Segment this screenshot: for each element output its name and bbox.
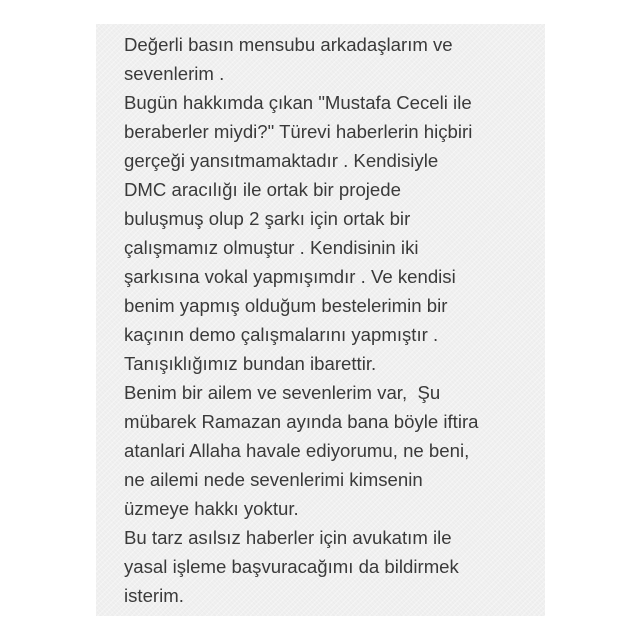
note-line: yasal işleme başvuracağımı da bildirmek bbox=[124, 556, 459, 577]
note-line: beraberler miydi?" Türevi haberlerin hiçbiri bbox=[124, 121, 473, 142]
note-line: Benim bir ailem ve sevenlerim var, Şu bbox=[124, 382, 441, 403]
note-line: mübarek Ramazan ayında bana böyle iftira bbox=[124, 411, 479, 432]
note-text bbox=[124, 30, 479, 610]
note-line: gerçeği yansıtmamaktadır . Kendisiyle bbox=[124, 150, 439, 171]
note-line: kaçının demo çalışmalarını yapmıştır . bbox=[124, 324, 439, 345]
note-line: üzmeye hakkı yoktur. bbox=[124, 498, 299, 519]
note-line: ne ailemi nede sevenlerimi kimsenin bbox=[124, 469, 423, 490]
note-line: Değerli basın mensubu arkadaşlarım ve bbox=[124, 34, 453, 55]
note-line: çalışmamız olmuştur . Kendisinin iki bbox=[124, 237, 419, 258]
note-line: Tanışıklığımız bundan ibarettir. bbox=[124, 353, 377, 374]
note-line: benim yapmış olduğum bestelerimin bir bbox=[124, 295, 448, 316]
note-line: şarkısına vokal yapmışımdır . Ve kendisi bbox=[124, 266, 456, 287]
note-line: atanlari Allaha havale ediyorumu, ne beni, bbox=[124, 440, 470, 461]
note-line: sevenlerim . bbox=[124, 63, 225, 84]
note-line: isterim. bbox=[124, 585, 184, 606]
note-line: Bugün hakkımda çıkan "Mustafa Ceceli ile bbox=[124, 92, 472, 113]
note-line: Bu tarz asılsız haberler için avukatım ile bbox=[124, 527, 452, 548]
note-line: DMC aracılığı ile ortak bir projede bbox=[124, 179, 401, 200]
note-line: buluşmuş olup 2 şarkı için ortak bir bbox=[124, 208, 411, 229]
